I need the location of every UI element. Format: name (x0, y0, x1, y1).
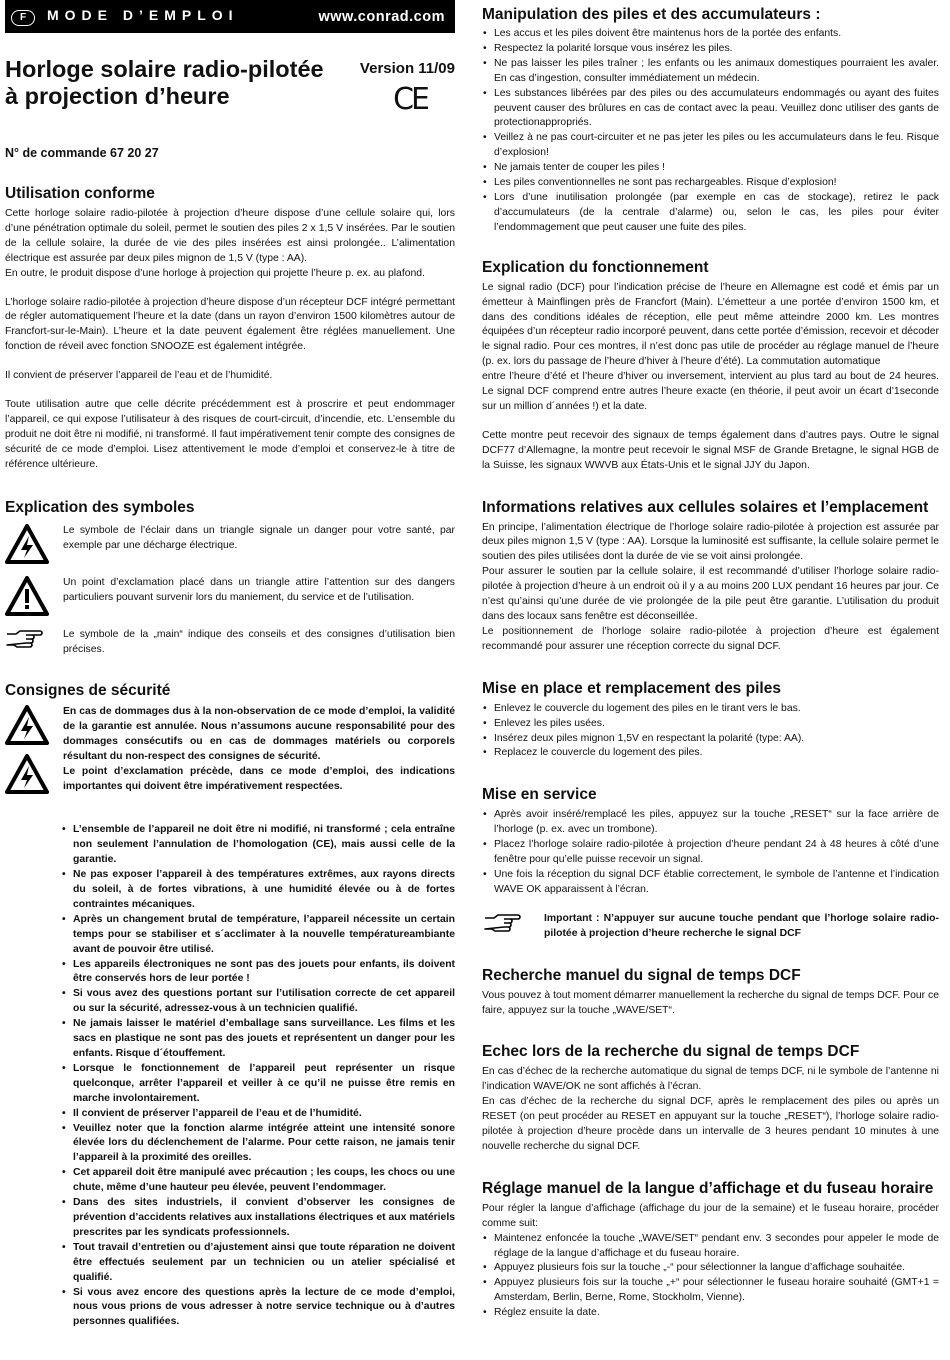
function-paragraph: Cette montre peut recevoir des signaux de temps également dans d’autres pays. Outre le signal DCF77 d’Allemagne, la montre peut recevoir le signal MSF de Grande Bretagne, le signal HGB de la Suisse, les signaux WWVB aux États-Unis et le signal JJY du Japon. (482, 429, 939, 471)
startup-list (482, 808, 939, 897)
website-link[interactable]: www.conrad.com (318, 8, 445, 25)
list-item: • Ne jamais tenter de couper les piles ! (482, 161, 939, 176)
solar-paragraph: Le positionnement de l’horloge solaire radio-pilotée à projection d’heure est également recommandé pour assurer une réception correcte du signal DCF. (482, 625, 939, 652)
safety-warranty-text: En cas de dommages dus à la non-observation de ce mode d’emploi, la validité de la garantie est annulée. Nous n’assumons aucune responsabilité pour des dommages consécutifs ou en cas de dommages matériels ou corporels résultant du non-respect des consignes de sécurité. (63, 706, 455, 763)
symbols-list (5, 524, 455, 658)
safety-heading: Consignes de sécurité (5, 682, 171, 700)
safety-exclamation-text: Le point d’exclamation précède, dans ce mode d’emploi, des indications importantes qui doivent être impérativement respectées. (63, 766, 455, 792)
list-item: • Dans des sites industriels, il convient d’observer les consignes de prévention d’accidents relatives aux installations électriques et aux matériels prescrites par les syndicats professionnels. (61, 1196, 455, 1241)
list-item: • Les accus et les piles doivent être maintenus hors de la portée des enfants. (482, 27, 939, 42)
symbols-heading: Explication des symboles (5, 498, 195, 516)
list-item: • Les appareils électroniques ne sont pas des jouets pour enfants, ils doivent être conservés hors de leur portée ! (61, 958, 455, 988)
language-paragraph: Pour régler la langue d’affichage (affichage du jour de la semaine) et le fuseau horaire, procéder comme suit: (482, 1202, 939, 1229)
list-item: • Une fois la réception du signal DCF établie correctement, le symbole de l’antenne et l’indication WAVE OK apparaissent à l’écran. (482, 868, 939, 898)
usage-paragraph: Il convient de préserver l’appareil de l’eau et de l’humidité. (5, 370, 273, 382)
list-item: • Maintenez enfoncée la touche „WAVE/SET“ pendant env. 3 secondes pour appeler le mode de réglage de la langue d’affichage et du fuseau horaire. (482, 1232, 939, 1262)
order-number: N° de commande 67 20 27 (5, 146, 159, 160)
manual-search-heading: Recherche manuel du signal de temps DCF (482, 966, 801, 984)
startup-heading: Mise en service (482, 786, 597, 804)
usage-paragraph: Cette horloge solaire radio-pilotée à projection d’heure dispose d’une cellule solaire qui, lors d’une pénétration optimale du soleil, permet le soutien des piles 2 x 1,5 V insérées. Par le soutien de la cellule solaire, la durée de vie des piles insérées est ainsi prolongée.. L’alimentation électrique est assurée par deux piles mignon de 1,5 V (type : AA). (5, 208, 455, 264)
failure-heading: Echec lors de la recherche du signal de temps DCF (482, 1043, 860, 1061)
symbol-description: Le symbole de l’éclair dans un triangle signale un danger pour votre santé, par exemple par une décharge électrique. (63, 524, 455, 551)
product-title-line1: Horloge solaire radio-pilotée (5, 56, 324, 82)
safety-intro (5, 705, 455, 799)
failure-paragraph: En cas d’échec de la recherche automatique du signal de temps DCF, ni le symbole de l’antenne ni l’indication WAVE/OK ne sont affichés à l’écran. (482, 1066, 939, 1093)
list-item: • Replacez le couvercle du logement des piles. (482, 746, 939, 761)
failure-paragraph: En cas d’échec de la recherche du signal DCF, après le remplacement des piles ou après un RESET (on peut procéder au RESET en appuyant sur la touche „RESET“), l’horloge solaire radio-pilotée à projection d’heure procède dans un intervalle de 3 heures pendant 10 minutes à une nouvelle recherche du signal DCF. (482, 1096, 939, 1152)
list-item: • Lorsque le fonctionnement de l’appareil peut représenter un risque quelconque, arrêter l’appareil et veiller à ce qu’il ne puisse être remis en marche involontairement. (61, 1062, 455, 1107)
language-badge: F (11, 10, 35, 26)
lightning-warning-icon (5, 524, 49, 569)
usage-paragraph: L’horloge solaire radio-pilotée à projection d’heure dispose d’un récepteur DCF intégré permettant de régler automatiquement l’heure et la date (dans un rayon d’environ 1500 kilomètres autour de Francfort-sur-le-Main). L’heure et la date peuvent également être réglées manuellement. Une fonction de réveil avec fonction SNOOZE est également intégrée. (5, 296, 455, 353)
left-column (5, 0, 455, 1330)
list-item: • Lors d’une inutilisation prolongée (par exemple en cas de stockage), retirez le pack d’accumulateurs (de la centrale d’alarme) ou, selon le cas, les piles pour éviter l’endommagement que peut causer une fuite des piles. (482, 191, 939, 236)
function-heading: Explication du fonctionnement (482, 258, 709, 276)
list-item: • Placez l’horloge solaire radio-pilotée à projection d’heure pendant 24 à 48 heures à côté d’une fenêtre pour qu’elle puisse recevoir un signal. (482, 838, 939, 868)
list-item: • Appuyez plusieurs fois sur la touche „+“ pour sélectionner le fuseau horaire souhaité (GMT+1 = Amsterdam, Berlin, Berne, Rome, Stockholm, Vienne). (482, 1276, 939, 1306)
product-title-line2: à projection d’heure (5, 83, 230, 109)
list-item: • Respectez la polarité lorsque vous insérez les piles. (482, 42, 939, 57)
lightning-warning-icon (5, 705, 49, 750)
list-item: • Tout travail d’entretien ou d’ajustement ainsi que toute réparation ne doivent être effectués seulement par un technicien ou un atelier spécialisé et qualifié. (61, 1241, 455, 1286)
list-item: • Insérez deux piles mignon 1,5V en respectant la polarité (type: AA). (482, 732, 939, 747)
list-item: • Ne jamais laisser le matériel d’emballage sans surveillance. Les films et les sacs en plastique ne sont pas des jouets et représentent un danger pour les enfants. Risque d´étouffement. (61, 1017, 455, 1062)
list-item: • Après avoir inséré/remplacé les piles, appuyez sur la touche „RESET“ sur la face arrière de l’horloge (p. ex. avec un trombone). (482, 808, 939, 838)
language-heading: Réglage manuel de la langue d’affichage et du fuseau horaire (482, 1179, 934, 1197)
symbol-description: Un point d’exclamation placé dans un triangle attire l’attention sur des dangers particuliers pouvant survenir lors du maniement, du service et de l’utilisation. (63, 576, 455, 603)
exclamation-warning-icon (5, 576, 49, 621)
list-item: • Il convient de préserver l’appareil de l’eau et de l’humidité. (61, 1107, 455, 1122)
list-item: • Si vous avez encore des questions après la lecture de ce mode d’emploi, nous vous prions de vous adresser à notre service technique ou à d’autres personnes qualifiées. (61, 1286, 455, 1331)
safety-list (61, 823, 455, 1330)
symbol-description: Le symbole de la „main“ indique des conseils et des consignes d’utilisation bien précises. (63, 628, 455, 655)
list-item: • Les piles conventionnelles ne sont pas rechargeables. Risque d’explosion! (482, 176, 939, 191)
list-item: • Veillez à ne pas court-circuiter et ne pas jeter les piles ou les accumulateurs dans le feu. Risque d’explosion! (482, 131, 939, 161)
symbol-item (5, 576, 455, 621)
install-heading: Mise en place et remplacement des piles (482, 679, 781, 697)
solar-paragraph: Pour assurer le soutien par la cellule solaire, il est recommandé d’utiliser l’horloge solaire radio-pilotée à projection d’heure à un endroit où il y a au moins 200 LUX pendant 16 heures par jour. Ce n’est qu’ainsi qu’une durée de vie prolongée de la pile peut être garantie. L’utilisation du produit dans des locaux sans fenêtre est déconseillée. (482, 566, 939, 622)
install-list (482, 702, 939, 762)
language-list (482, 1232, 939, 1321)
batteries-list (482, 27, 939, 236)
right-column (482, 0, 939, 1321)
symbol-item (5, 628, 455, 658)
pointing-hand-icon (482, 912, 532, 939)
title-block (5, 56, 455, 141)
list-item: • Cet appareil doit être manipulé avec précaution ; les coups, les chocs ou une chute, même d’une hauteur peu élevée, peuvent l’endommager. (61, 1166, 455, 1196)
header-banner (5, 0, 455, 33)
list-item: • Après un changement brutal de température, l’appareil nécessite un certain temps pour se stabiliser et s´acclimater à la nouvelle températureambiante avant de pouvoir être utilisé. (61, 913, 455, 958)
manual-search-paragraph: Vous pouvez à tout moment démarrer manuellement la recherche du signal de temps DCF. Pour ce faire, appuyez sur la touche „WAVE/SET“. (482, 989, 939, 1016)
pointing-hand-icon (5, 628, 49, 655)
list-item: • Réglez ensuite la date. (482, 1306, 939, 1321)
symbol-item (5, 524, 455, 569)
list-item: • Si vous avez des questions portant sur l’utilisation correcte de cet appareil ou sur la sécurité, adressez-vous à un technicien qualifié. (61, 987, 455, 1017)
solar-heading: Informations relatives aux cellules solaires et l’emplacement (482, 498, 929, 516)
usage-heading: Utilisation conforme (5, 185, 155, 202)
solar-paragraph: En principe, l’alimentation électrique de l’horloge solaire radio-pilotée à projection est assurée par deux piles mignon 1,5 V (type : AA). Lorsque la luminosité est suffisante, la cellule solaire permet le soutien des piles utilisées dont la durée de vie se voit ainsi prolongée. (482, 521, 939, 563)
list-item: • Enlevez le couvercle du logement des piles en le tirant vers le bas. (482, 702, 939, 717)
list-item: • L’ensemble de l’appareil ne doit être ni modifié, ni transformé ; cela entraîne non seulement l’annulation de l’homologation (CE), mais aussi celle de la garantie. (61, 823, 455, 868)
function-paragraph: entre l’heure d’été et l’heure d’hiver ou inversement, intervient au plus tard au bout de 24 heures. Le signal DCF comprend entre autres l’heure exacte (en théorie, il peut avoir un écart d’1seconde sur un million d´années !) et la date. (482, 371, 939, 412)
usage-paragraph: Toute utilisation autre que celle décrite précédemment est à proscrire et peut endommager l’appareil, ce qui expose l’utilisateur à des risques de court-circuit, d’incendie, etc. L’ensemble du produit ne doit être ni modifié, ni transformé. Il faut impérativement tenir compte des consignes de sécurité de ce mode d’emploi. Lisez attentivement le mode d’emploi et conservez-le à titre de référence ultérieure. (5, 399, 455, 470)
batteries-heading: Manipulation des piles et des accumulateurs : (482, 6, 821, 23)
list-item: • Veuillez noter que la fonction alarme intégrée atteint une intensité sonore élevée lors du déclenchement de l’alarme. Pour cette raison, ne jamais tenir l’appareil à la proximité des oreilles. (61, 1122, 455, 1167)
function-paragraph: Le signal radio (DCF) pour l’indication précise de l’heure en Allemagne est codé et émis par un émetteur à Mainflingen près de Francfort (Main). L’émetteur a une portée d’environ 1500 km, et dans des conditions idéales de réception, elle peut même atteindre 2000 km. Les montres équipées d’un récepteur radio incorporé peuvent, dans cette portée d’émission, recevoir et décoder le signal radio. Pour ces montres, il n’est donc pas utile de procéder au réglage manuel de l’heure (p. ex. lors du passage de l’heure d’hiver à l’heure d’été). La commutation automatique (482, 281, 939, 368)
ce-mark-icon: CE (393, 82, 427, 117)
list-item: • Ne pas exposer l’appareil à des températures extrêmes, aux rayons directs du soleil, à de fortes vibrations, à une humidité élevée ou à de fortes contraintes mécaniques. (61, 868, 455, 913)
list-item: • Enlevez les piles usées. (482, 717, 939, 732)
important-note (482, 912, 939, 942)
list-item: • Ne pas laisser les piles traîner ; les enfants ou les animaux domestiques pourraient les avaler. En cas d’ingestion, consulter immédiatement un médecin. (482, 57, 939, 87)
list-item: • Les substances libérées par des piles ou des accumulateurs endommagés ou ayant des fuites peuvent causer des brûlures en cas de contact avec la peau. Veuillez donc utiliser des gants de protectionappropriés. (482, 87, 939, 132)
important-text: Important : N’appuyer sur aucune touche pendant que l’horloge solaire radio-pilotée à projection d’heure recherche le signal DCF (544, 912, 939, 939)
version-label: Version 11/09 (359, 60, 455, 77)
lightning-warning-icon (5, 754, 49, 799)
list-item: • Appuyez plusieurs fois sur la touche „-“ pour sélectionner la langue d’affichage souhaitée. (482, 1261, 939, 1276)
usage-paragraph: En outre, le produit dispose d’une horloge à projection qui projette l’heure p. ex. au plafond. (5, 267, 425, 279)
mode-label: MODE D’EMPLOI (47, 7, 239, 23)
